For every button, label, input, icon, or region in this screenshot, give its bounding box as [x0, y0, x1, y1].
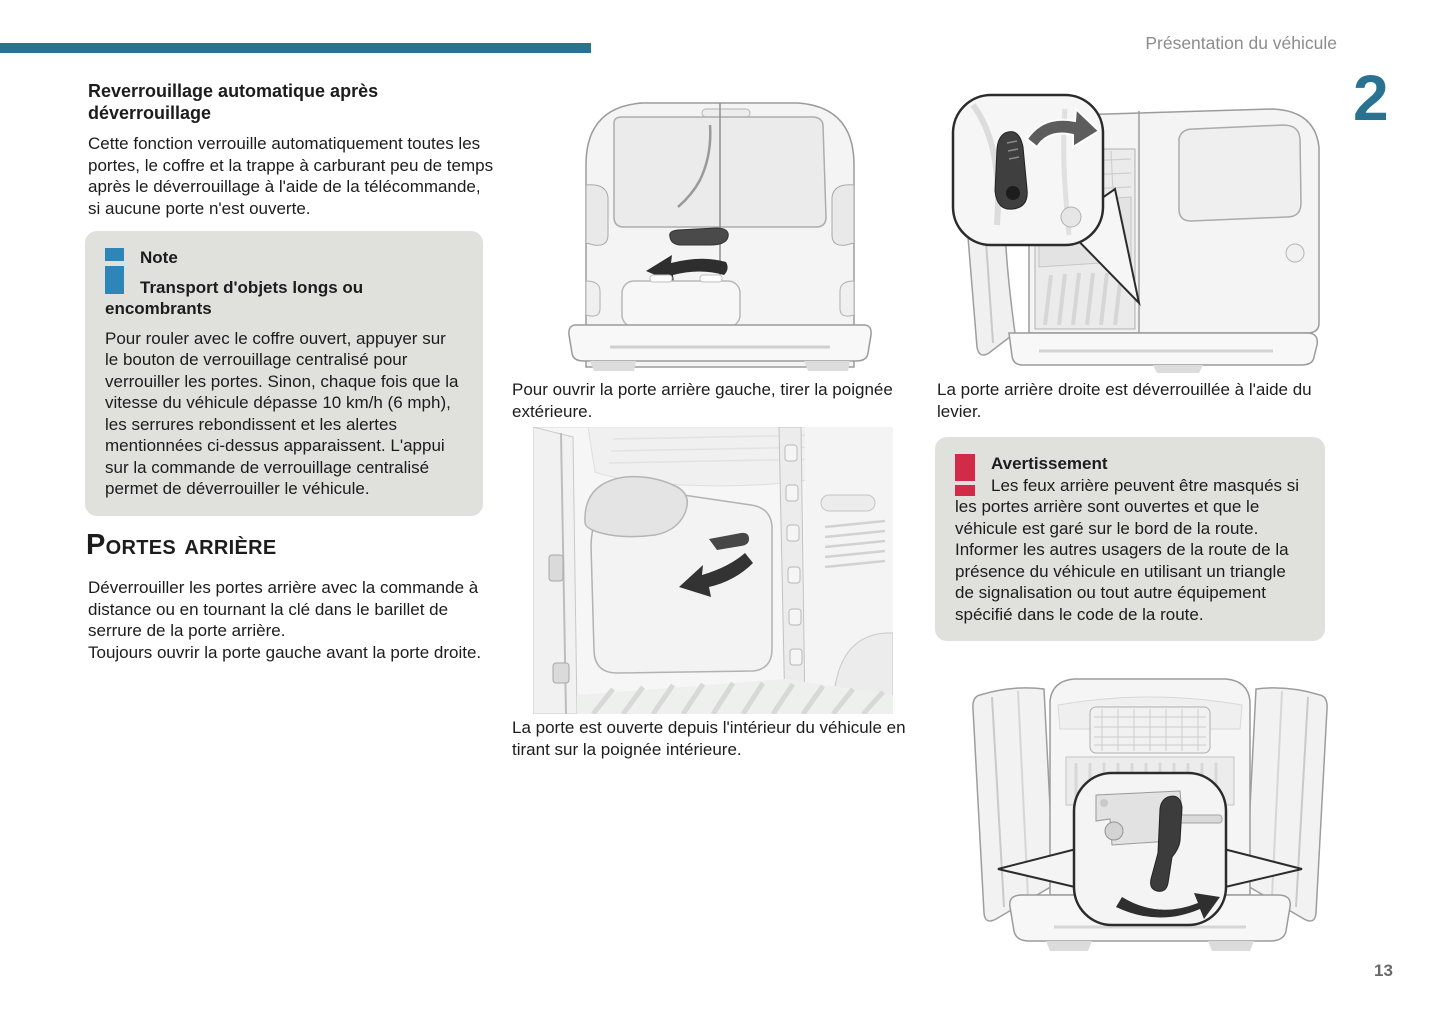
rear-doors-body-line1: Déverrouiller les portes arrière avec la commande à distance ou en tournant la clé dans le barillet de serrure de la porte arrière. [88, 578, 479, 640]
figure-caption-rear-view: Pour ouvrir la porte arrière gauche, tirer la poignée extérieure. [512, 380, 893, 421]
note-box-subtitle: Transport d'objets longs ou encombrants [105, 277, 364, 318]
van-lever-detail-illustration [943, 84, 1338, 376]
note-box-title: Note [140, 248, 178, 267]
warning-box-body: Les feux arrière peuvent être masqués si les portes arrière sont ouvertes et que le véhicule est garé sur le bord de la route. Informer les autres usagers de la route de la présence du véhicule en utilisant un triangle de signalisation ou tout autre équipement spécifié dans le code de la route. [955, 475, 1300, 624]
van-interior-open-door-illustration [533, 427, 893, 714]
section-relock-body: Cette fonction verrouille automatiquement toutes les portes, le coffre et la trappe à carburant peu de temps après le déverrouillage à l'aide de la télécommande, si aucune porte n'est ouverte. [88, 134, 494, 218]
rear-doors-body-line2: Toujours ouvrir la porte gauche avant la porte droite. [88, 642, 482, 662]
page-number: 13 [1374, 961, 1393, 980]
van-doors-open-illustration [962, 644, 1338, 956]
section-heading-relock: Reverrouillage automatique après déverrouillage [88, 81, 379, 123]
figure-caption-interior-door: La porte est ouverte depuis l'intérieur du véhicule en tirant sur la poignée intérieure. [512, 718, 906, 759]
van-rear-view-illustration [550, 84, 890, 376]
note-box-body: Pour rouler avec le coffre ouvert, appuyer sur le bouton de verrouillage centralisé pour verrouiller les portes. Sinon, chaque fois que la vitesse du véhicule dépasse 10 km/h (6 mph), les serrures rebondissent et les alertes mentionnées ci-dessus apparaissent. L'appui sur la commande de verrouillage centralisé permet de déverrouiller le véhicule. [105, 328, 459, 498]
warning-icon [955, 454, 975, 496]
section-heading-rear-doors: Portes arrière [86, 529, 277, 561]
warning-box [935, 437, 1325, 641]
figure-caption-lever-detail: La porte arrière droite est déverrouillée à l'aide du levier. [937, 380, 1312, 421]
note-box [85, 231, 483, 516]
section-rear-doors-body [88, 577, 484, 663]
page-header-title: Présentation du véhicule [1145, 33, 1337, 53]
warning-box-title: Avertissement [991, 454, 1108, 473]
chapter-number: 2 [1353, 62, 1389, 134]
accent-bar [0, 43, 591, 53]
info-icon [105, 248, 124, 294]
